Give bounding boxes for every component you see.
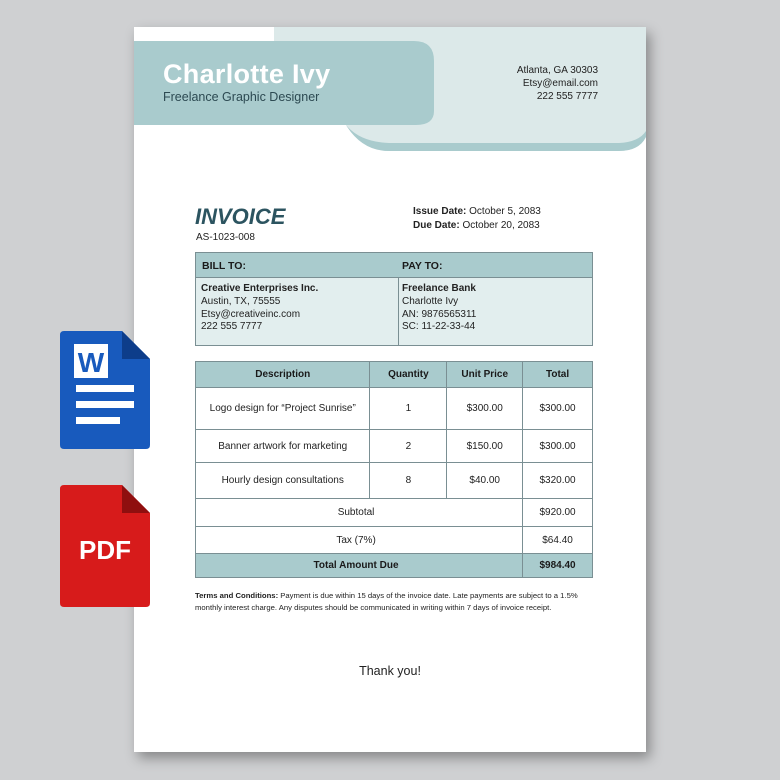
table-row [196, 430, 593, 463]
pay-to-label: PAY TO: [402, 260, 443, 272]
bill-pay-divider [398, 278, 399, 346]
row-description: Hourly design consultations [196, 463, 370, 499]
contact-address: Atlanta, GA 30303 [516, 65, 598, 76]
tax-label: Tax (7%) [196, 527, 523, 554]
bill-pay-box [195, 252, 593, 346]
contact-phone: 222 555 7777 [536, 91, 598, 102]
table-row [196, 388, 593, 430]
row-total: $320.00 [523, 463, 593, 499]
bill-to-address: Austin, TX, 75555 [201, 295, 281, 307]
col-total: Total [523, 362, 593, 388]
subtotal-row [196, 499, 593, 527]
tax-row [196, 527, 593, 554]
bill-to-email: Etsy@creativeinc.com [201, 308, 301, 320]
invoice-title: INVOICE [195, 204, 286, 229]
row-unit-price: $150.00 [447, 430, 523, 463]
pay-to-details [402, 283, 476, 334]
thank-you-note: Thank you! [359, 664, 421, 678]
designer-role: Freelance Graphic Designer [163, 90, 320, 104]
subtotal-label: Subtotal [196, 499, 523, 527]
due-date: October 20, 2083 [462, 220, 540, 231]
terms-text: Payment is due within 15 days of the invoice date. Late payments are subject to a 1.5% monthly interest charge. Any disputes should be communicated in writing within 7 days of invoice receipt. [195, 591, 578, 612]
issue-date-label: Issue Date: [413, 206, 467, 217]
row-quantity: 1 [370, 388, 447, 430]
bill-to-details [201, 283, 318, 334]
total-value: $984.40 [523, 554, 593, 578]
terms-and-conditions [195, 590, 595, 613]
items-table [195, 361, 593, 578]
designer-name: Charlotte Ivy [163, 59, 331, 89]
bill-to-label: BILL TO: [202, 260, 246, 272]
table-header-row [196, 362, 593, 388]
tax-value: $64.40 [523, 527, 593, 554]
due-date-label: Due Date: [413, 220, 460, 231]
row-quantity: 2 [370, 430, 447, 463]
word-document-icon [60, 331, 150, 451]
invoice-dates [413, 205, 541, 233]
word-icon-letter: W [77, 347, 105, 378]
row-total: $300.00 [523, 430, 593, 463]
row-total: $300.00 [523, 388, 593, 430]
row-unit-price: $300.00 [447, 388, 523, 430]
pay-to-account: AN: 9876565311 [402, 308, 477, 320]
total-label: Total Amount Due [196, 554, 523, 578]
invoice-number: AS-1023-008 [196, 232, 255, 243]
row-quantity: 8 [370, 463, 447, 499]
bill-to-phone: 222 555 7777 [201, 321, 263, 333]
row-description: Logo design for “Project Sunrise” [196, 388, 370, 430]
row-description: Banner artwork for marketing [196, 430, 370, 463]
pay-to-sortcode: SC: 11-22-33-44 [402, 321, 476, 333]
col-description: Description [196, 362, 370, 388]
issue-date: October 5, 2083 [469, 206, 541, 217]
bill-to-company: Creative Enterprises Inc. [201, 283, 319, 294]
col-quantity: Quantity [370, 362, 447, 388]
terms-label: Terms and Conditions: [195, 591, 279, 600]
bill-pay-header [196, 253, 592, 278]
table-row [196, 463, 593, 499]
invoice-page [134, 27, 646, 752]
pdf-icon-label: PDF [79, 535, 131, 565]
subtotal-value: $920.00 [523, 499, 593, 527]
pay-to-name: Charlotte Ivy [402, 295, 459, 307]
pay-to-bank: Freelance Bank [402, 283, 476, 294]
row-unit-price: $40.00 [447, 463, 523, 499]
designer-contact [517, 64, 598, 103]
col-unit-price: Unit Price [447, 362, 523, 388]
total-row [196, 554, 593, 578]
contact-email: Etsy@email.com [522, 78, 598, 89]
